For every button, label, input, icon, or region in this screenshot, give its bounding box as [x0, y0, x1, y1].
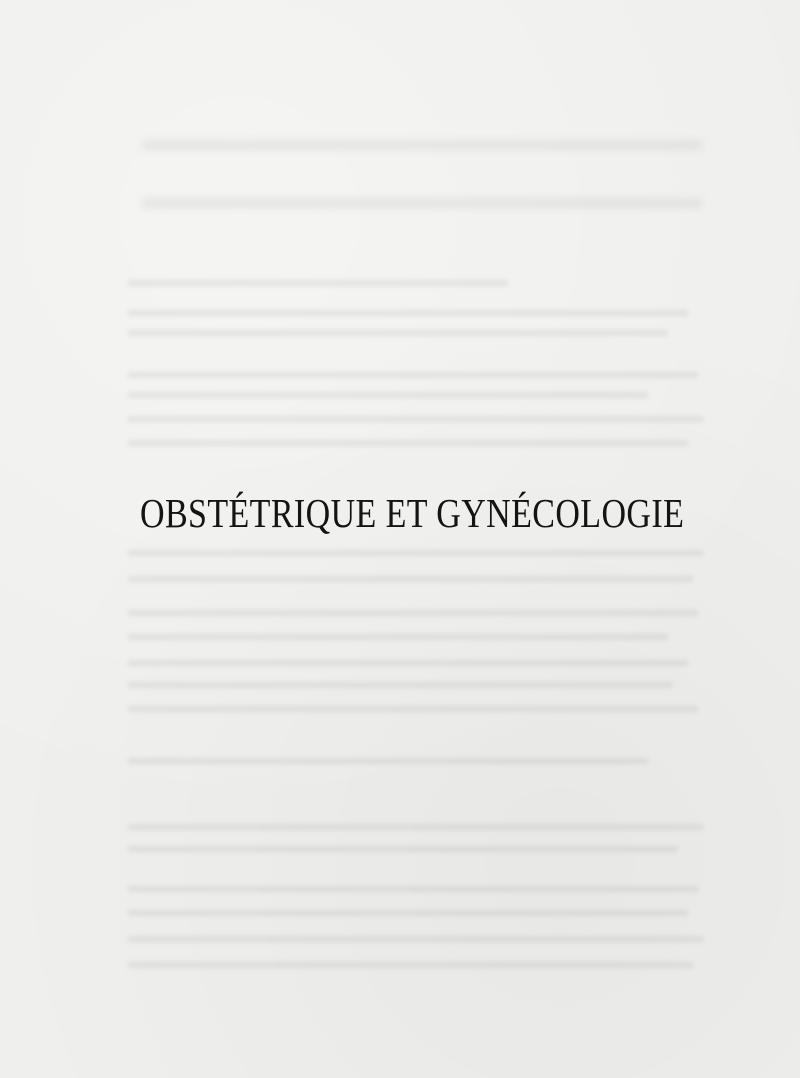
- show-through-line: [128, 758, 648, 764]
- show-through-line: [128, 416, 703, 422]
- show-through-line: [128, 310, 688, 316]
- show-through-line: [128, 660, 688, 666]
- show-through-heading: [142, 140, 702, 208]
- show-through-line: [128, 330, 668, 336]
- show-through-line: [128, 682, 673, 688]
- show-through-line: [128, 440, 688, 446]
- show-through-line: [128, 706, 698, 712]
- show-through-line: [128, 634, 668, 640]
- show-through-line: [128, 550, 703, 556]
- show-through-line: [128, 886, 698, 892]
- show-through-line: [128, 392, 648, 398]
- show-through-line: [128, 846, 678, 852]
- show-through-line: [128, 610, 698, 616]
- show-through-line: [128, 910, 688, 916]
- show-through-line: [128, 372, 698, 378]
- show-through-line: [128, 824, 703, 830]
- show-through-line: [128, 936, 703, 942]
- show-through-line: [128, 576, 693, 582]
- show-through-line: [128, 962, 693, 968]
- page-title: OBSTÉTRIQUE ET GYNÉCOLOGIE: [140, 491, 685, 537]
- show-through-text: [120, 110, 720, 990]
- show-through-line: [128, 280, 508, 286]
